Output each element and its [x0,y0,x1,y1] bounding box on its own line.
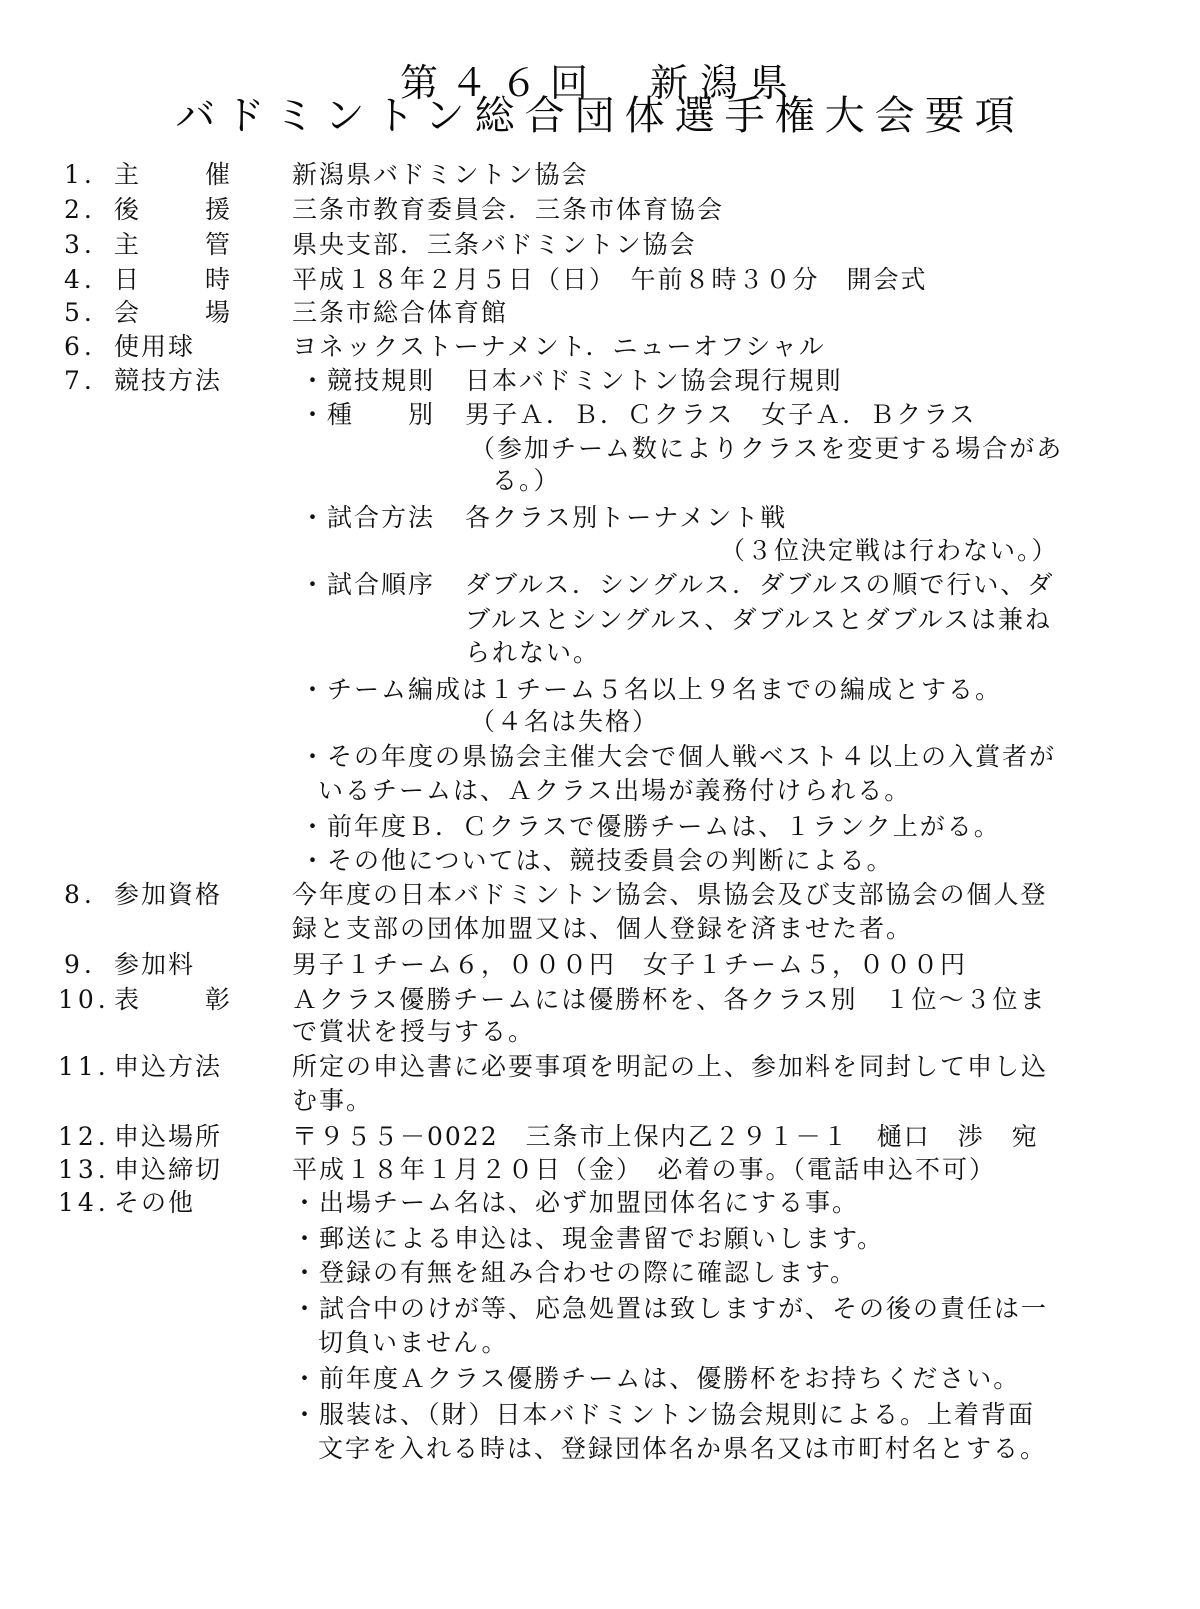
item-label: 申込場所 [114,1122,223,1151]
item-value: 今年度の日本バドミントン協会、県協会及び支部協会の個人登 [292,880,1048,909]
other-note: ・前年度Ａクラス優勝チームは、優勝杯をお持ちください。 [292,1364,1021,1393]
item-value: む事。 [292,1086,374,1115]
item-number: 1. [64,160,96,189]
item-number: 3. [64,230,96,259]
item-number: 9. [64,950,96,979]
competition-class-note: る。） [492,466,561,495]
competition-match-note: （３位決定戦は行わない。） [720,536,1059,565]
competition-class-note: （参加チーム数によりクラスを変更する場合があ [470,434,1064,463]
item-number: 10. [58,985,110,1014]
item-number: 6. [64,332,96,361]
document-title-line1: 第４６回 新潟県 [399,61,800,105]
item-number: 12. [58,1122,110,1151]
other-note: ・郵送による申込は、現金書留でお願いします。 [292,1224,885,1253]
item-value: 録と支部の団体加盟又は、個人登録を済ませた者。 [292,914,914,943]
item-number: 14. [58,1188,110,1217]
item-number: 13. [58,1155,110,1184]
competition-class-value: 男子Ａ．Ｂ．Ｃクラス 女子Ａ．Ｂクラス [465,400,977,429]
item-value: 男子１チーム６，０００円 女子１チーム５，０００円 [292,950,968,979]
other-note: ・登録の有無を組み合わせの際に確認します。 [292,1258,858,1287]
item-label: 申込締切 [114,1155,223,1184]
other-note: ・出場チーム名は、必ず加盟団体名にする事。 [292,1188,860,1217]
item-number: 11. [58,1052,110,1081]
item-value: Ａクラス優勝チームには優勝杯を、各クラス別 １位～３位ま [292,985,1047,1014]
item-label: 申込方法 [114,1052,223,1081]
item-label: 日 時 [114,265,232,294]
document-title-line2: バドミントン総合団体選手権大会要項 [175,93,1025,139]
competition-match-label: ・試合方法 [300,503,436,532]
item-label: その他 [114,1188,196,1217]
item-value: 所定の申込書に必要事項を明記の上、参加料を同封して申し込 [292,1052,1049,1081]
item-label: 参加資格 [114,880,223,909]
competition-rules-value: 日本バドミントン協会現行規則 [465,366,843,395]
item-number: 5. [64,298,96,327]
other-note: 文字を入れる時は、登録団体名か県名又は市町村名とする。 [318,1434,1048,1463]
other-note: ・試合中のけが等、応急処置は致しますが、その後の責任は一 [292,1294,1049,1323]
competition-other-line: ・その他については、競技委員会の判断による。 [300,846,894,875]
item-value: 平成１８年１月２０日（金） 必着の事。（電話申込不可） [292,1155,997,1184]
item-value: 県央支部．三条バドミントン協会 [292,230,697,259]
other-note: ・服装は、（財）日本バドミントン協会規則による。上着背面 [292,1400,1036,1429]
competition-order-label: ・試合順序 [300,570,436,599]
item-value: 〒９５５－0022 三条市上保内乙２９１－１ 樋口 渉 宛 [292,1122,1039,1151]
item-value: 新潟県バドミントン協会 [292,160,589,189]
competition-class-label: ・種 別 [300,400,436,429]
item-value: 三条市教育委員会．三条市体育協会 [292,195,725,224]
competition-match-value: 各クラス別トーナメント戦 [465,503,788,532]
item-label: 使用球 [114,332,196,361]
item-number: 7. [64,366,96,395]
competition-best4-line: ・その年度の県協会主催大会で個人戦ベスト４以上の入賞者が [300,742,1057,771]
item-label: 競技方法 [114,366,223,395]
competition-team-line: ・チーム編成は１チーム５名以上９名までの編成とする。 [300,675,1003,704]
item-label: 主 管 [114,230,232,259]
item-number: 2. [64,195,96,224]
competition-order-line: られない。 [465,638,601,667]
item-value: ヨネックストーナメント．ニューオフシャル [292,332,826,361]
item-label: 後 援 [114,195,232,224]
item-label: 会 場 [114,298,232,327]
competition-order-line: ダブルス．シングルス．ダブルスの順で行い、ダ [465,570,1055,599]
item-number: 4. [64,265,96,294]
competition-team-note: （４名は失格） [470,707,660,736]
item-value: 平成１８年２月５日（日） 午前８時３０分 開会式 [292,265,928,294]
item-label: 表 彰 [114,985,232,1014]
competition-prev-line: ・前年度Ｂ．Ｃクラスで優勝チームは、１ランク上がる。 [300,812,1001,841]
item-label: 参加料 [114,950,196,979]
other-note: 切負いません。 [318,1328,509,1357]
item-label: 主 催 [114,160,232,189]
competition-best4-line: いるチームは、Ａクラス出場が義務付けられる。 [318,776,912,805]
competition-order-line: ブルスとシングルス、ダブルスとダブルスは兼ね [465,605,1052,634]
competition-rules-label: ・競技規則 [300,366,436,395]
item-value: 三条市総合体育館 [292,298,509,327]
item-value: で賞状を授与する。 [292,1017,536,1046]
item-number: 8. [64,880,96,909]
